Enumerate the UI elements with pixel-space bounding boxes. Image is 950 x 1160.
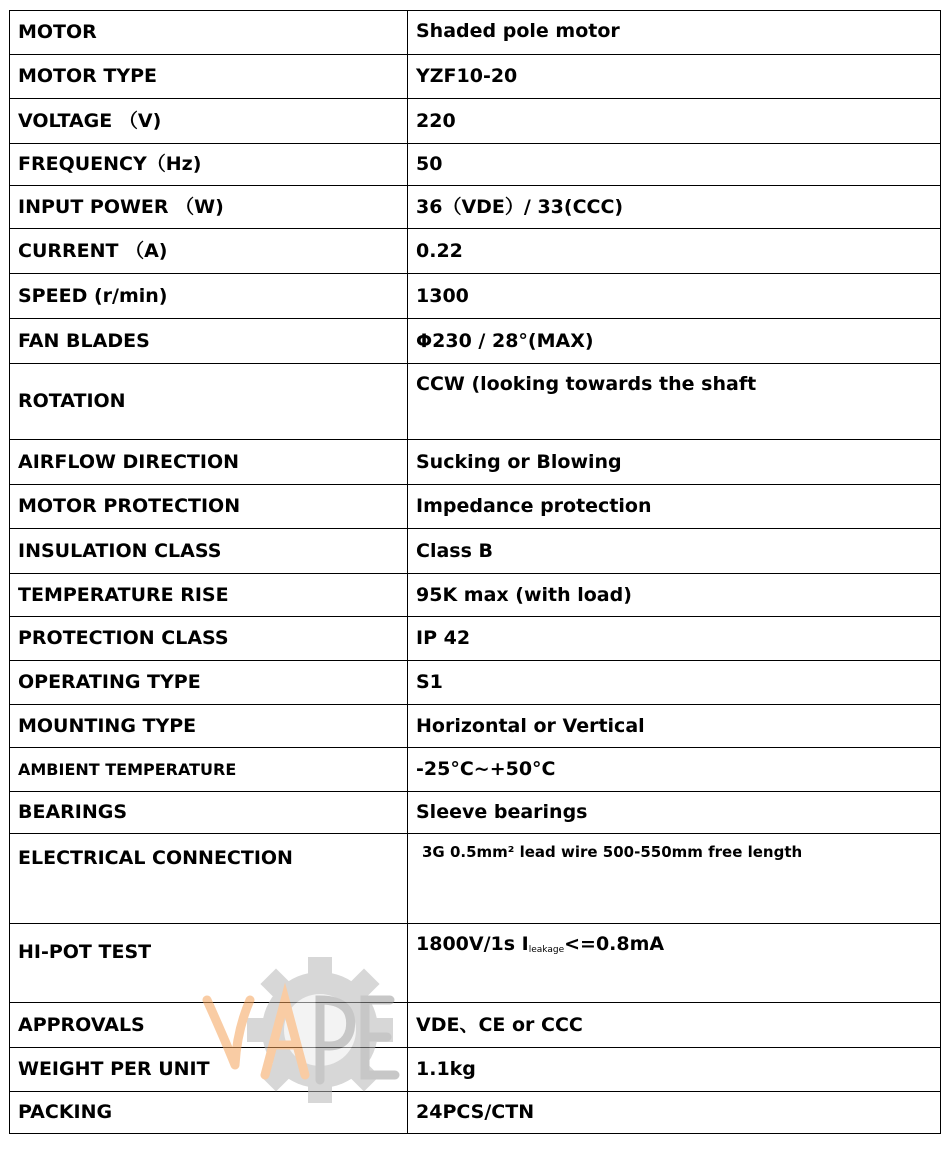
spec-table — [9, 10, 941, 1134]
table-row — [10, 529, 941, 574]
row-value-motor-protection: Impedance protection — [408, 485, 941, 529]
row-value-motor-type: YZF10-20 — [408, 55, 941, 99]
table-row — [10, 11, 941, 55]
row-value-temperature-rise: 95K max (with load) — [408, 574, 941, 617]
table-row — [10, 792, 941, 834]
table-row — [10, 574, 941, 617]
row-value-packing: 24PCS/CTN — [408, 1092, 941, 1134]
row-label-rotation: ROTATION — [10, 364, 408, 440]
row-label-protection-class: PROTECTION CLASS — [10, 617, 408, 661]
table-row — [10, 186, 941, 229]
row-label-motor-type: MOTOR TYPE — [10, 55, 408, 99]
row-value-voltage: 220 — [408, 99, 941, 144]
row-value-bearings: Sleeve bearings — [408, 792, 941, 834]
row-label-operating-type: OPERATING TYPE — [10, 661, 408, 705]
table-row — [10, 485, 941, 529]
table-row — [10, 319, 941, 364]
row-value-electrical-connection: 3G 0.5mm² lead wire 500-550mm free length — [408, 834, 941, 924]
row-label-current: CURRENT （A) — [10, 229, 408, 274]
row-value-operating-type: S1 — [408, 661, 941, 705]
table-row — [10, 440, 941, 485]
row-label-electrical-connection: ELECTRICAL CONNECTION — [10, 834, 408, 924]
row-value-speed: 1300 — [408, 274, 941, 319]
row-label-mounting-type: MOUNTING TYPE — [10, 705, 408, 748]
row-label-airflow-direction: AIRFLOW DIRECTION — [10, 440, 408, 485]
table-row — [10, 924, 941, 1003]
row-value-ambient-temperature: -25°C~+50°C — [408, 748, 941, 792]
row-value-motor: Shaded pole motor — [408, 11, 941, 55]
table-row — [10, 748, 941, 792]
row-label-input-power: INPUT POWER （W) — [10, 186, 408, 229]
hi-pot-value-tail: <=0.8mA — [564, 933, 665, 955]
table-row — [10, 617, 941, 661]
row-label-fan-blades: FAN BLADES — [10, 319, 408, 364]
table-row — [10, 274, 941, 319]
row-value-fan-blades: Φ230 / 28°(MAX) — [408, 319, 941, 364]
table-row — [10, 229, 941, 274]
row-label-temperature-rise: TEMPERATURE RISE — [10, 574, 408, 617]
table-row — [10, 705, 941, 748]
row-value-rotation: CCW (looking towards the shaft — [408, 364, 941, 440]
row-label-weight-per-unit: WEIGHT PER UNIT — [10, 1048, 408, 1092]
row-label-motor: MOTOR — [10, 11, 408, 55]
row-label-insulation-class: INSULATION CLASS — [10, 529, 408, 574]
table-row — [10, 661, 941, 705]
row-label-hi-pot-test: HI-POT TEST — [10, 924, 408, 1003]
table-row — [10, 834, 941, 924]
row-value-mounting-type: Horizontal or Vertical — [408, 705, 941, 748]
table-row — [10, 1003, 941, 1048]
row-value-weight-per-unit: 1.1kg — [408, 1048, 941, 1092]
table-row — [10, 144, 941, 186]
row-label-frequency: FREQUENCY（Hz) — [10, 144, 408, 186]
row-value-approvals: VDE、CE or CCC — [408, 1003, 941, 1048]
row-label-ambient-temperature: AMBIENT TEMPERATURE — [10, 748, 408, 792]
row-value-current: 0.22 — [408, 229, 941, 274]
table-row — [10, 99, 941, 144]
row-value-hi-pot-test — [408, 924, 941, 1003]
row-label-packing: PACKING — [10, 1092, 408, 1134]
hi-pot-value-subscript: leakage — [528, 945, 565, 955]
table-row — [10, 1048, 941, 1092]
row-label-voltage: VOLTAGE （V) — [10, 99, 408, 144]
hi-pot-value-main: 1800V/1s I — [416, 933, 529, 955]
table-row — [10, 364, 941, 440]
table-row — [10, 1092, 941, 1134]
table-row — [10, 55, 941, 99]
row-label-bearings: BEARINGS — [10, 792, 408, 834]
row-value-frequency: 50 — [408, 144, 941, 186]
row-value-protection-class: IP 42 — [408, 617, 941, 661]
row-value-airflow-direction: Sucking or Blowing — [408, 440, 941, 485]
row-value-input-power: 36（VDE）/ 33(CCC) — [408, 186, 941, 229]
row-label-approvals: APPROVALS — [10, 1003, 408, 1048]
row-value-insulation-class: Class B — [408, 529, 941, 574]
row-label-speed: SPEED (r/min) — [10, 274, 408, 319]
row-label-motor-protection: MOTOR PROTECTION — [10, 485, 408, 529]
